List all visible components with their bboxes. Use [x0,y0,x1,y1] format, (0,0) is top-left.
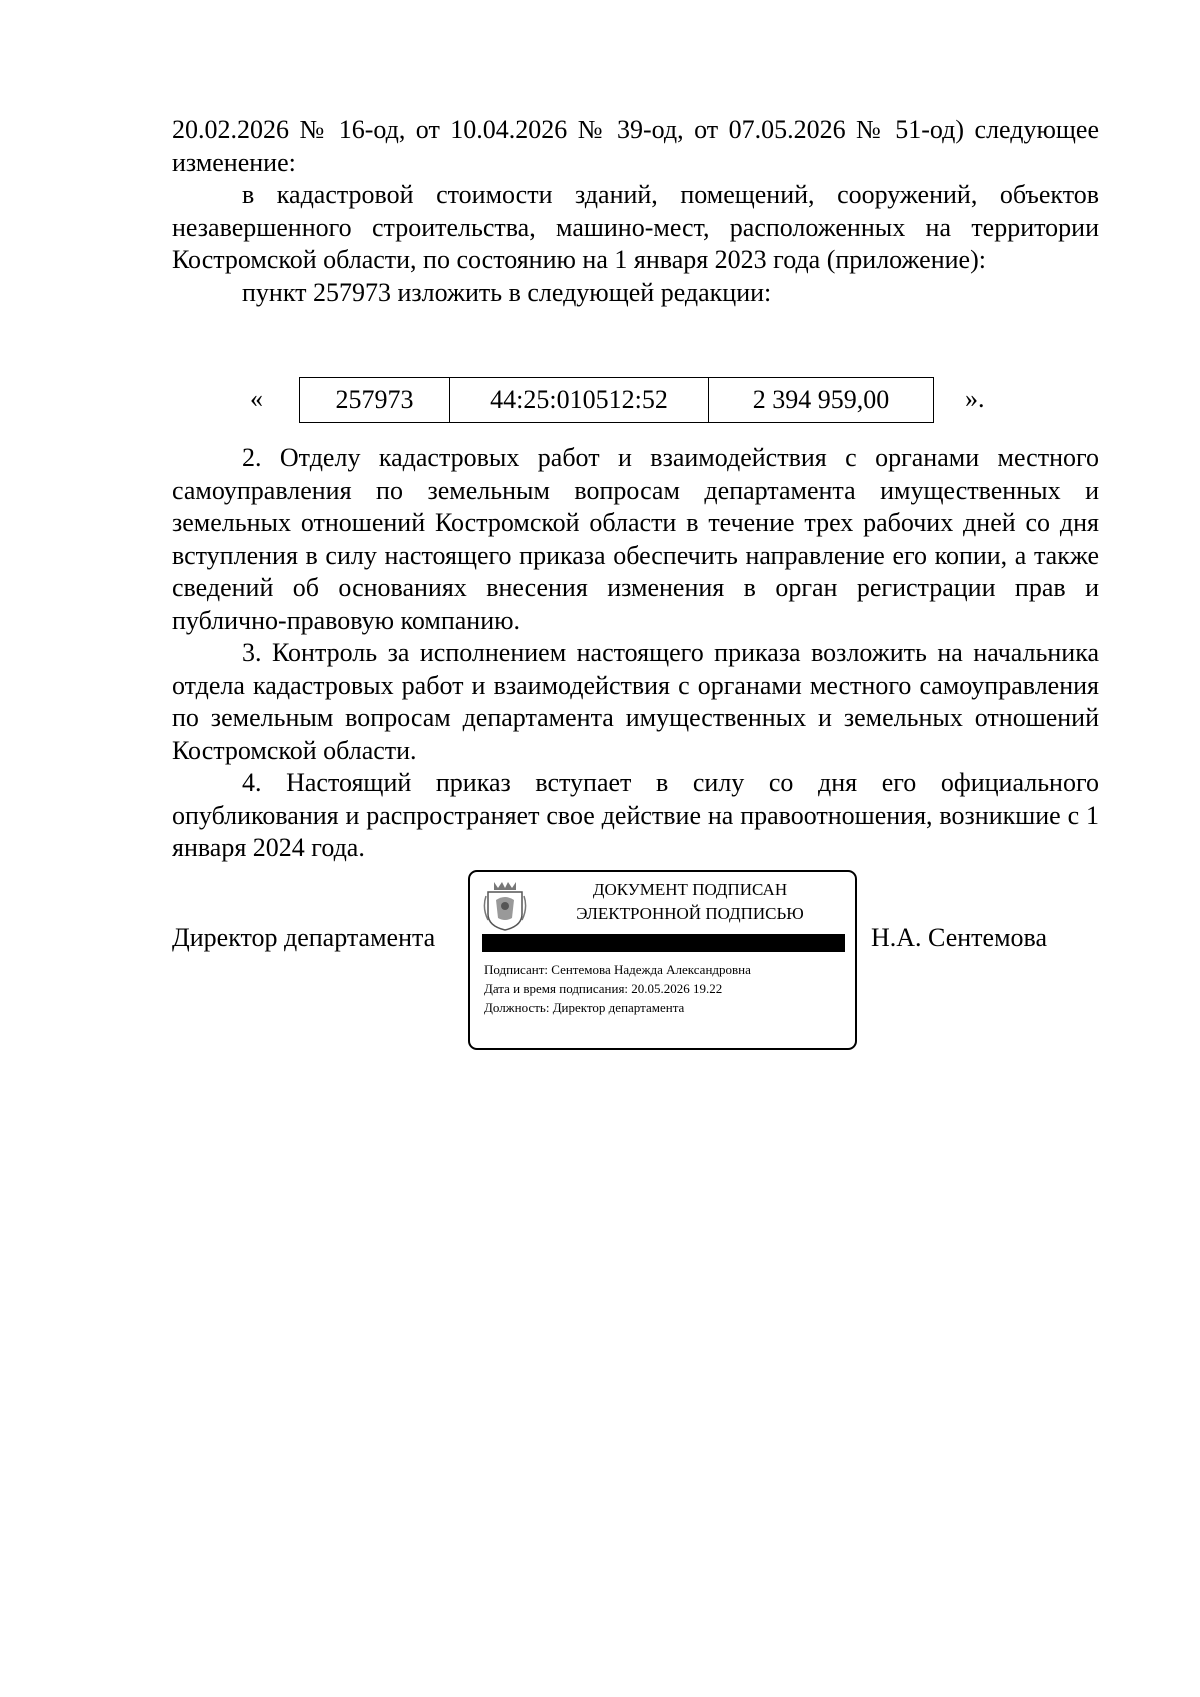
stamp-heading-line1: ДОКУМЕНТ ПОДПИСАН [592,880,788,899]
paragraph-3: 3. Контроль за исполнением настоящего приказа возложить на начальника отдела кадастровых работ и взаимодействия с органами местного самоуправления по земельным вопросам департамента имущественных и земельных отношений Костромской области. [172,638,1099,765]
entry-number-cell: 257973 [300,378,450,423]
stamp-details [484,960,751,1017]
stamp-datetime: Дата и время подписания: 20.05.2026 19.22 [484,981,723,996]
quote-close: ». [965,384,985,413]
stamp-heading [540,878,840,926]
cadastral-number-cell: 44:25:010512:52 [450,378,709,423]
redaction-bar [482,934,845,952]
stamp-signer: Подписант: Сентемова Надежда Александровна [484,962,751,977]
signer-name: Н.А. Сентемова [871,923,1047,952]
electronic-signature-stamp [468,870,857,1050]
cadastral-value-cell: 2 394 959,00 [709,378,934,423]
paragraph-2: 2. Отделу кадастровых работ и взаимодействия с органами местного самоуправления по земельным вопросам департамента имущественных и земельных отношений Костромской области в течение трех рабочих дней со дня вступления в силу настоящего приказа обеспечить направление его копии, а также сведений об основаниях внесения изменения в орган регистрации прав и публично-правовую компанию. [172,443,1099,635]
quote-open: « [250,384,263,413]
item-paragraph: пункт 257973 изложить в следующей редакции: [242,277,772,307]
signer-title: Директор департамента [172,923,436,952]
stamp-position: Должность: Директор департамента [484,1000,685,1015]
entry-table [299,377,934,423]
coat-of-arms-icon [482,878,528,932]
paragraphs-section [172,442,1099,865]
intro-paragraph: 20.02.2026 № 16-од, от 10.04.2026 № 39-од, от 07.05.2026 № 51-од) следующее изменение: [172,115,1099,177]
intro-section [172,114,1099,309]
stamp-heading-line2: ЭЛЕКТРОННОЙ ПОДПИСЬЮ [576,904,804,923]
paragraph-4: 4. Настоящий приказ вступает в силу со дня его официального опубликования и распространяет свое действие на правоотношения, возникшие с 1 января 2024 года. [172,768,1099,862]
amendment-paragraph: в кадастровой стоимости зданий, помещений, сооружений, объектов незавершенного строительства, машино-мест, расположенных на территории Костромской области, по состоянию на 1 января 2023 года (приложение): [172,180,1099,274]
table-row [300,378,934,423]
